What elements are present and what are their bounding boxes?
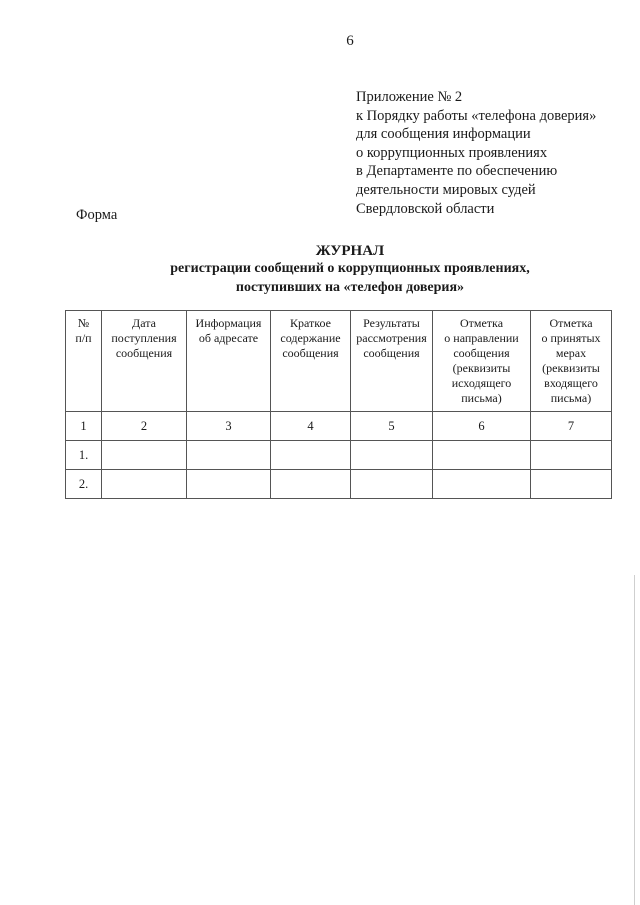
header-line: сообщения <box>453 346 510 360</box>
header-line: рассмотрения <box>356 331 427 345</box>
header-line: исходящего <box>451 376 512 390</box>
empty-cell <box>102 470 187 499</box>
header-line: о направлении <box>444 331 519 345</box>
column-number-cell: 3 <box>187 412 271 441</box>
header-cell-forwarding-mark <box>433 311 531 412</box>
empty-cell <box>433 441 531 470</box>
header-line: Отметка <box>549 316 593 330</box>
appendix-line: в Департаменте по обеспечению <box>356 163 558 180</box>
empty-cell <box>102 441 187 470</box>
page-number: 6 <box>346 33 354 49</box>
empty-cell <box>351 470 433 499</box>
header-line: мерах <box>555 346 587 360</box>
table-row <box>66 470 612 499</box>
header-line: содержание <box>280 331 341 345</box>
journal-table <box>65 310 612 499</box>
header-cell-results <box>351 311 433 412</box>
empty-cell <box>187 470 271 499</box>
header-line: Информация <box>195 316 262 330</box>
header-cell-addressee <box>187 311 271 412</box>
table-row <box>66 441 612 470</box>
empty-cell <box>351 441 433 470</box>
column-number-cell: 1 <box>66 412 102 441</box>
header-line: письма) <box>461 391 502 405</box>
header-line: об адресате <box>198 331 259 345</box>
row-index-cell: 2. <box>66 470 102 499</box>
journal-subtitle-line: поступивших на «телефон доверия» <box>235 279 465 295</box>
appendix-line: для сообщения информации <box>356 126 531 143</box>
appendix-line: Приложение № 2 <box>356 89 463 105</box>
header-line: (реквизиты <box>542 361 600 375</box>
journal-title: ЖУРНАЛ <box>315 243 385 259</box>
header-line: Краткое <box>290 316 331 330</box>
header-line: сообщения <box>115 346 173 360</box>
header-line: № <box>77 316 90 330</box>
journal-subtitle-line: регистрации сообщений о коррупционных проявлениях, <box>170 261 530 276</box>
empty-cell <box>271 441 351 470</box>
header-line: сообщения <box>363 346 420 360</box>
appendix-line: к Порядку работы «телефона доверия» <box>356 107 597 124</box>
header-line: о принятых <box>541 331 601 345</box>
scan-edge-line <box>634 575 635 905</box>
appendix-line: Свердловской области <box>356 200 495 217</box>
column-number-row <box>66 412 612 441</box>
header-line: Результаты <box>363 316 420 330</box>
header-cell-measures-mark <box>531 311 612 412</box>
column-number-cell: 5 <box>351 412 433 441</box>
appendix-line: деятельности мировых судей <box>356 181 536 198</box>
header-line: Отметка <box>459 316 504 330</box>
column-number-cell: 7 <box>531 412 612 441</box>
header-cell-date <box>102 311 187 412</box>
appendix-block <box>356 88 596 218</box>
column-number-cell: 2 <box>102 412 187 441</box>
header-line: сообщения <box>282 346 339 360</box>
journal-subtitle <box>0 260 640 297</box>
row-index-cell: 1. <box>66 441 102 470</box>
empty-cell <box>531 441 612 470</box>
column-number-cell: 4 <box>271 412 351 441</box>
header-cell-number <box>66 311 102 412</box>
header-cell-summary <box>271 311 351 412</box>
header-line: (реквизиты <box>452 361 511 375</box>
header-line: поступления <box>111 331 177 345</box>
header-line: письма) <box>550 391 592 405</box>
form-label: Форма <box>76 207 118 223</box>
empty-cell <box>433 470 531 499</box>
header-line: Дата <box>132 316 156 330</box>
header-line: входящего <box>544 376 598 390</box>
appendix-line: о коррупционных проявлениях <box>356 144 548 161</box>
table-header-row <box>66 311 612 412</box>
column-number-cell: 6 <box>433 412 531 441</box>
empty-cell <box>271 470 351 499</box>
empty-cell <box>187 441 271 470</box>
header-line: п/п <box>75 331 92 345</box>
empty-cell <box>531 470 612 499</box>
